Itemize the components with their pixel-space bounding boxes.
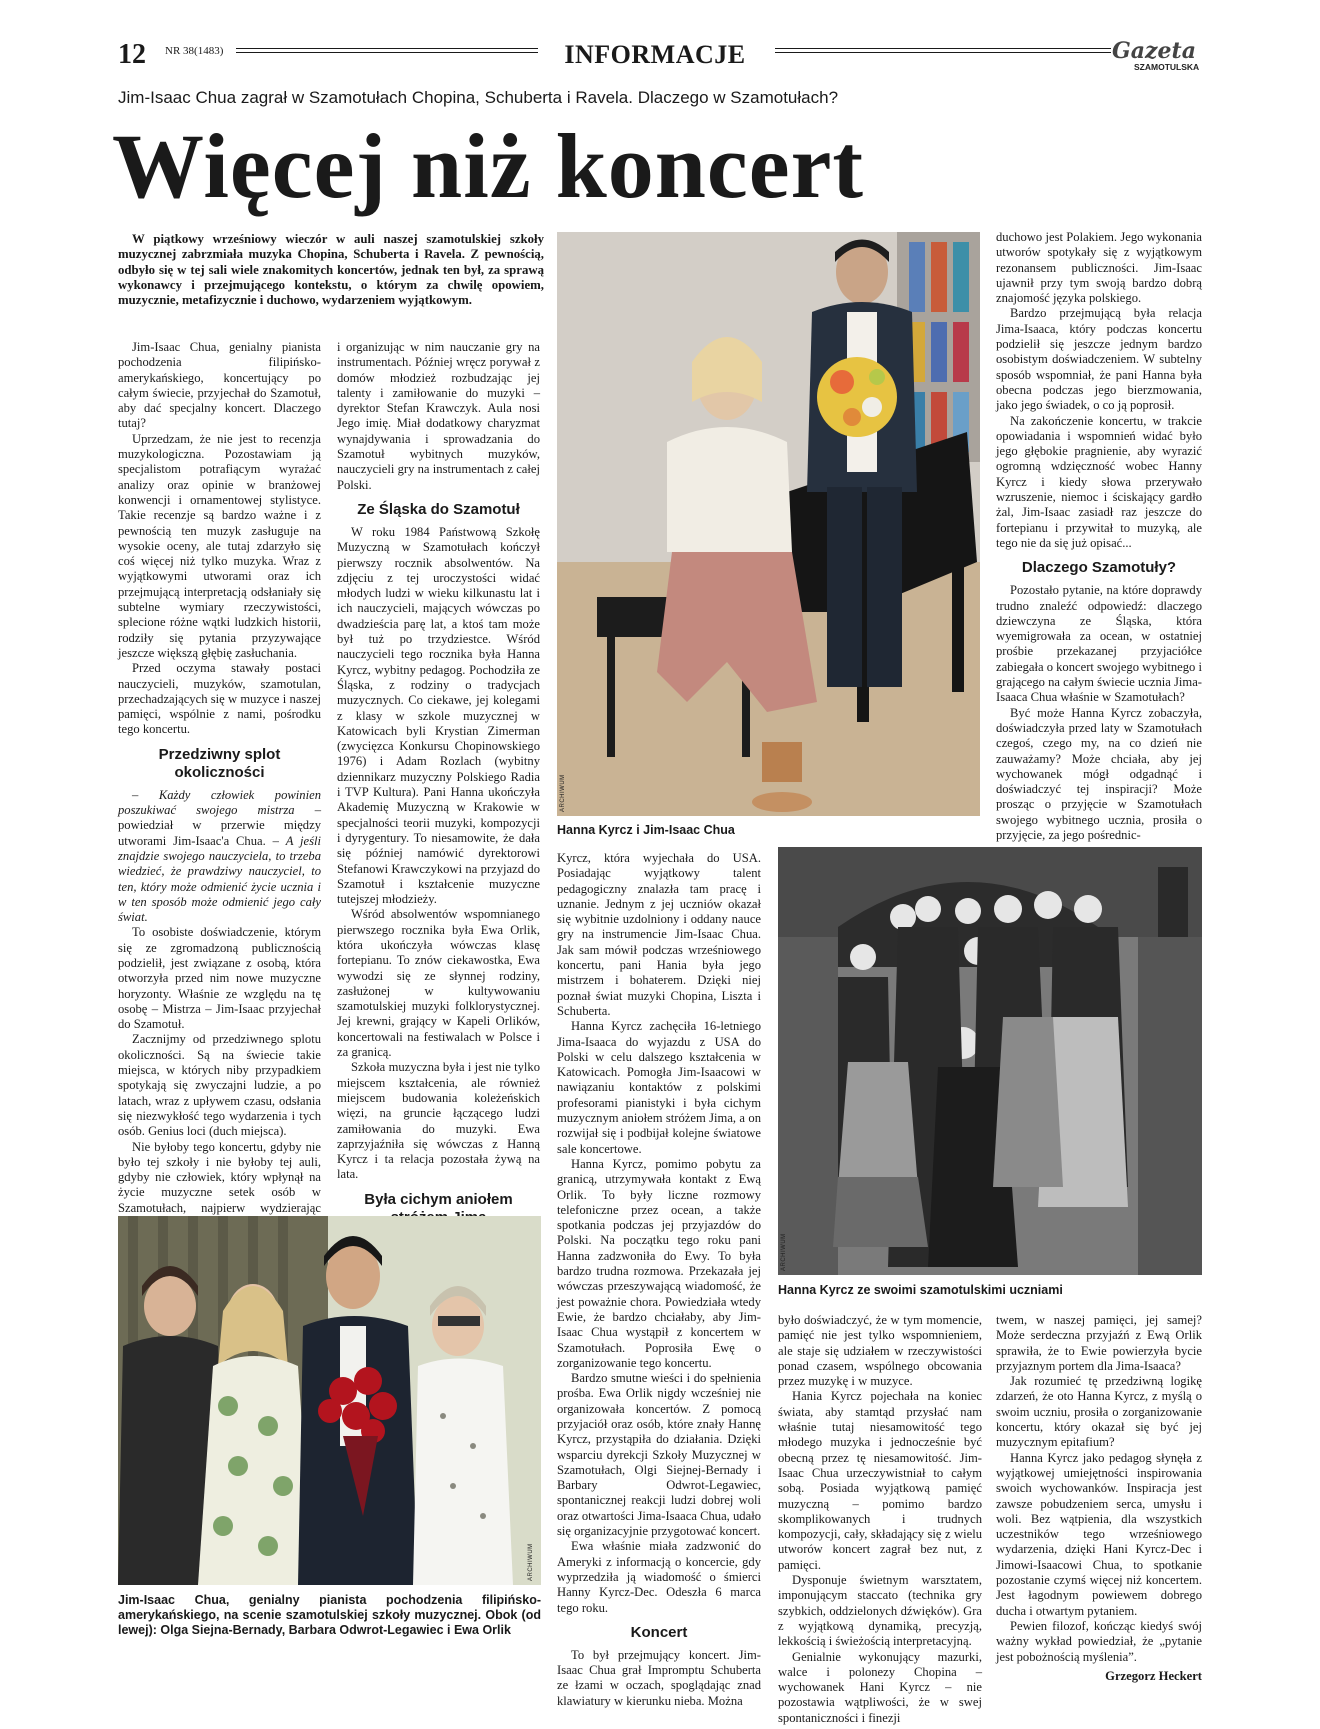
header-rule-right xyxy=(775,48,1111,49)
photo-stage-drawing xyxy=(118,1216,541,1585)
photo-class-caption: Hanna Kyrcz ze swoimi szamotulskimi uczniami xyxy=(778,1283,1063,1297)
column-3 xyxy=(557,851,761,1709)
paragraph: Dysponuje świetnym warsztatem, imponującym staccato (technika gry szybkich, oddzielonych dźwięków). Gra z wyjątkową dynamiką, precyzją, lekkością i świeżością interpretacyjną. xyxy=(778,1573,982,1649)
paragraph: Genialnie wykonujący mazurki, walce i polonezy Chopina – wychowanek Hani Kyrcz – nie pozostawia wątpliwości, że w swej spontaniczności i finezji xyxy=(778,1649,982,1725)
paragraph: Pozostało pytanie, na które doprawdy trudno znaleźć odpowiedź: dlaczego dziewczyna ze Śląska, która wyemigrowała za ocean, w ostatniej prośbie przekazanej przyjaciółce zabiegała o koncert swojego wybitnego i grającego na całym świecie ucznia Jima-Isaaca Chua właśnie w Szamotułach? xyxy=(996,583,1202,705)
paragraph: Hanna Kyrcz, pomimo pobytu za granicą, utrzymywała kontakt z Ewą Orlik. To były liczne rozmowy telefoniczne przez ocean, a także spotkania podczas jej przyjazdów do Polski. Na początku tego roku pani Hanna zadzwoniła do Ewy. To była bardzo trudna rozmowa. Przekazała jej wówczas przeszywającą wiadomość, że jest poważnie chora. Powiedziała wtedy Ewie, że bardzo chciałaby, aby Jim-Isaac Chua wystąpił z koncertem w Szamotułach. Poprosiła Ewę o zorganizowanie tego koncertu. xyxy=(557,1156,761,1370)
column-5-bottom xyxy=(996,1313,1202,1684)
page-number: 12 xyxy=(118,39,146,70)
column-5-top xyxy=(996,230,1202,843)
photo-class-drawing xyxy=(778,847,1202,1275)
photo-stage xyxy=(118,1216,541,1585)
photo-hanna-jim-drawing xyxy=(557,232,980,816)
article-title: Więcej niż koncert xyxy=(112,115,865,217)
paragraph: Jak rozumieć tę przedziwną logikę zdarzeń, że oto Hanna Kyrcz, z myślą o swoim uczniu, prosiła o zorganizowanie koncertu, który okazał się być jej muzycznym epitafium? xyxy=(996,1374,1202,1450)
paragraph: Ewa właśnie miała zadzwonić do Ameryki z informacją o koncercie, gdy wyprzedziła ją wiadomość o śmierci Hanny Kyrcz-Dec. Odeszła 6 marca tego roku. xyxy=(557,1539,761,1615)
paragraph: Hanna Kyrcz zachęciła 16-letniego Jima-Isaaca do wyjazdu z USA do Polski w celu dalszego kształcenia w Katowicach. Pomogła Jim-Isaacowi w nawiązaniu kontaktów z polskimi profesorami pianistyki i była cichym muzycznym aniołem stróżem Jima, a on rozwijał się i podbijał kolejne światowe sale koncertowe. xyxy=(557,1019,761,1156)
paragraph: Hania Kyrcz pojechała na koniec świata, aby stamtąd przysłać nam właśnie tutaj niesamowitość tego młodego muzyka i jednocześnie być obecną przez tę niesamowitość. Jim-Isaac Chua urzeczywistniał to całym sobą. Posiada wyjątkową pamięć muzyczną – pomimo bardzo skomplikowanych i trudnych kompozycji, cały, składający się z wielu utworów koncert zagrał bez nut, z pamięci. xyxy=(778,1389,982,1572)
paragraph: twem, w naszej pamięci, jej samej? Może serdeczna przyjaźń z Ewą Orlik sprawiła, że to Ewie powierzyła bycie przyjaznym portem dla Jima-Isaaca? xyxy=(996,1313,1202,1373)
paragraph: Jim-Isaac Chua, genialny pianista pochodzenia filipińsko-amerykańskiego, koncertujący po całym świecie, przyjechał do Szamotuł, aby dać specjalny koncert. Dlaczego tutaj? xyxy=(118,340,321,431)
quote-paragraph xyxy=(118,788,321,926)
photo-stage-caption: Jim-Isaac Chua, genialny pianista pochodzenia filipińsko-amerykańskiego, na scenie szamotulskiej szkoły muzycznej. Obok (od lewej): Olga Siejna-Bernady, Barbara Odwrot-Legawiec i Ewa Orlik xyxy=(118,1593,541,1637)
paragraph: Zacznijmy od przedziwnego splotu okoliczności. Są na świecie takie miejsca, w których niby przypadkiem spotykają się zwyczajni ludzie, a po latach, wraz z upływem czasu, odsłania się niezwykłość tego wydarzenia i tych osób. Genius loci (duch miejsca). xyxy=(118,1032,321,1139)
quote-part-1: – Każdy człowiek powinien poszukiwać swojego mistrza xyxy=(118,787,321,818)
header-rule-left-2 xyxy=(236,52,538,53)
section-title: INFORMACJE xyxy=(564,40,746,69)
paragraph: Kyrcz, która wyjechała do USA. Posiadając wyjątkowy talent pedagogiczny znalazła tam pracę i uznanie. Jednym z jej uczniów okazał się wybitnie uzdolniony i oddany nauce gry na instrumencie Jim-Isaac Chua. Jak sam mówił podczas wrześniowego koncertu, pani Hania była jego mistrzem i bohaterem. Dzięki niej poznał świat muzyki Chopina, Liszta i Schuberta. xyxy=(557,851,761,1018)
paragraph: Bardzo smutne wieści i do spełnienia prośba. Ewa Orlik nigdy wcześniej nie organizowała koncertów. Z pomocą przyjaciół oraz osób, które znały Hannę Kyrcz, przystąpiła do działania. Dzięki wsparciu dyrekcji Szkoły Muzycznej w Szamotułach, Olgi Siejnej-Bernady i Barbary Odwrot-Legawiec, spontanicznej reakcji ludzi dobrej woli oraz otwartości Jima-Isaaca Chua, udało się organizacyjnie przygotować koncert. xyxy=(557,1371,761,1539)
column-4 xyxy=(778,1313,982,1726)
photo-class xyxy=(778,847,1202,1275)
paragraph: Hanna Kyrcz jako pedagog słynęła z wyjątkowej umiejętności inspirowania swoich wychowanków. Inspiracja jest zawsze pobudzeniem serca, umysłu i woli. Bez wątpienia, dla wszystkich uczestników tego wrześniowego wydarzenia, dzięki Hani Kyrcz-Dec i Jimowi-Isaacowi Chua, to spotkanie pozostanie czymś więcej niż koncertem. Jest łagodnym powiewem dobrego ducha i otwartym pytaniem. xyxy=(996,1450,1202,1618)
paragraph: Wśród absolwentów wspomnianego pierwszego rocznika była Ewa Orlik, która ukończyła wówczas klasę fortepianu. To znów ciekawostka, Ewa wywodzi się ze słynnej rodziny, zasłużonej w kultywowaniu szamotulskiej muzyki folklorystycznej. Jej krewni, grający w Kapeli Orlików, koncertowali na festiwalach w Polsce i za granicą. xyxy=(337,907,540,1060)
quote-part-2: – powiedział w przerwie między utworami Jim-Isaac'a Chua. – xyxy=(118,803,321,848)
subheading-dlaczego: Dlaczego Szamotuły? xyxy=(1021,559,1177,577)
column-2 xyxy=(337,340,540,1279)
paragraph: Być może Hanna Kyrcz zobaczyła, doświadczyła przed laty w Szamotułach czegoś, czego my, na co dzień nie zauważamy? Może chciała, aby jej wychowanek mógł odgadnąć i doświadczyć tej inspiracji? Może prosząc o przyjęcie w Szamotułach swojego wybitnego ucznia, prosiła o przyjęcie, za jego pośrednic- xyxy=(996,705,1202,842)
photo-hanna-jim-caption: Hanna Kyrcz i Jim-Isaac Chua xyxy=(557,823,735,837)
author-signature: Grzegorz Heckert xyxy=(1105,1668,1202,1683)
newspaper-logo xyxy=(1112,40,1206,74)
column-1 xyxy=(118,340,321,1247)
archive-label: ARCHIWUM xyxy=(560,774,566,812)
archive-label: ARCHIWUM xyxy=(781,1233,787,1271)
paragraph: Pewien filozof, kończąc kiedyś swój ważny wykład powiedział, że „pytanie jest pobożnością myślenia”. xyxy=(996,1618,1202,1664)
paragraph: Bardzo przejmującą była relacja Jima-Isaaca, który podczas koncertu podzielił się jeszcze jednym bardzo osobistym doświadczeniem. W subtelny sposób wspomniał, że pani Hanna była obecna podczas jego bierzmowania, jako jego świadek, o co ją poprosił. xyxy=(996,306,1202,413)
header-rule-right-2 xyxy=(775,52,1111,53)
subheading-aniol: Była cichym aniołem xyxy=(364,1190,513,1208)
paragraph: W roku 1984 Państwową Szkołę Muzyczną w Szamotułach kończył pierwszy rocznik absolwentów. Na zdjęciu z tej uroczystości widać młodych ludzi w wieku kilkunastu lat i ich nauczycieli, mających wówczas po dwadzieścia parę lat, a ktoś tam może był tuż po trzydziestce. Wśród nauczycieli tego rocznika była Hanna Kyrcz, wybitny pedagog. Pochodziła ze Śląska, z rodziny o tradycjach muzycznych. Co ciekawe, jej kolegami z klasy w szkole muzycznej w Katowicach byli Krystian Zimerman (zwycięzca Konkursu Chopinowskiego 1976) i Adam Rozlach (wybitny dziennikarz muzyczny Polskiego Radia i TVP Kultura). Pani Hanna ukończyła Akademię Muzyczną w Krakowie w specjalności teorii muzyki, kompozycji i dyrygentury. To niesamowite, że dała się później namówić dyrektorowi Stefanowi Krawczykowi na przyjazd do Szamotuł i kształcenie muzyczne tutejszej młodzieży. xyxy=(337,524,540,907)
paragraph: To osobiste doświadczenie, którym się ze zgromadzoną publicznością podzielił, jest związane z osobą, która otworzyła przed nim nowe muzyczne horyzonty. Właśnie ze względu na tę osobę – Mistrza – Jim-Isaac przyjechał do Szamotuł. xyxy=(118,925,321,1032)
article-kicker: Jim-Isaac Chua zagrał w Szamotułach Chopina, Schuberta i Ravela. Dlaczego w Szamotułach? xyxy=(118,88,839,107)
subheading-slask: Ze Śląska do Szamotuł xyxy=(357,500,520,518)
photo-hanna-jim xyxy=(557,232,980,816)
subheading-splot: Przedziwny splot okoliczności xyxy=(158,745,281,781)
paragraph: Nie byłoby tego koncertu, gdyby nie było tej szkoły i nie byłoby tej auli, gdyby nie człowiek, który wpłynął na życie muzyczne setek osób w Szamotułach, najpierw wydzierając xyxy=(118,1139,321,1215)
paragraph: Na zakończenie koncertu, w trakcie opowiadania i wspomnień widać było jego głębokie pragnienie, aby wyrazić ogromną wdzięczność wobec Hanny Kyrcz i kiedy słowa przerywało wzruszenie, niemoc i ściskający gardło żal, Jim-Isaac zasiadł raz jeszcze do fortepianu i przywitał to muzyką, ale tego nie da się już opisać... xyxy=(996,413,1202,550)
header-rule-left xyxy=(236,48,538,49)
paragraph: i organizując w nim nauczanie gry na instrumentach. Później wręcz porywał z domów młodzież rozbudzając jej talenty i zamiłowanie do muzyki – dyrektor Stefan Krawczyk. Aula nosi Jego imię. Miał dodatkowy charyzmat wynajdywania i sprowadzania do Szamotuł wybitnych muzyków, nauczycieli gry na instrumentach z całej Polski. xyxy=(337,340,540,492)
logo-main: Gazeta xyxy=(1112,38,1196,64)
article-lead: W piątkowy wrześniowy wieczór w auli naszej szamotulskiej szkoły muzycznej zabrzmiała muzyka Chopina, Schuberta i Ravela. Z pewnością, odbyło się w tej sali wiele znakomitych koncertów, jednak ten był, za sprawą wykonawcy i przejmującego kontekstu, o którym za chwilę opowiem, muzycznie, metafizycznie i duchowo, wydarzeniem wyjątkowym. xyxy=(118,232,544,308)
logo-sub: SZAMOTULSKA xyxy=(1134,62,1200,72)
paragraph: Uprzedzam, że nie jest to recenzja muzykologiczna. Pozostawiam ją specjalistom potrafiącym wyrażać analizy oraz opinie w branżowej konwencji i ornamentowej stylistyce. Takie recenzje są bardzo ważne i z pewnością ten muzyk zasługuje na wysokie oceny, ale tutaj zdarzyło się coś więcej niż tylko muzyka. Wraz z wyjątkowymi utworami oraz ich przejmującą interpretacją odsłaniały się subtelne wymiary rzeczywistości, splecione różne wątki ludzkich historii, rodziły się pytania przyzywające jeszcze większą głębię zasłuchania. xyxy=(118,431,321,660)
archive-label: ARCHIWUM xyxy=(528,1543,534,1581)
paragraph: Przed oczyma stawały postaci nauczycieli, muzyków, szamotulan, przechadzających się w muzyce i naszej pamięci, wspólnie z nami, pośrodku tego koncertu. xyxy=(118,661,321,737)
quote-part-3: A jeśli znajdzie swojego nauczyciela, to trzeba wiedzieć, że prawdziwy nauczyciel, to ten, który może odmienić życie ucznia i w ten sposób może odmienić jego cały świat. xyxy=(118,833,321,925)
paragraph: Szkoła muzyczna była i jest nie tylko miejscem kształcenia, ale również miejscem budowania koleżeńskich więzi, na gruncie łączącego ludzi zamiłowania do muzyki. Ewa zaprzyjaźniła się wówczas z Hanną Kyrcz i ta relacja pozostała żywą na lata. xyxy=(337,1060,540,1182)
paragraph: To był przejmujący koncert. Jim-Isaac Chua grał Impromptu Schuberta ze łzami w oczach, spoglądając znad klawiatury w kierunku nieba. Można xyxy=(557,1647,761,1708)
paragraph: było doświadczyć, że w tym momencie, pamięć nie jest tylko wspomnieniem, ale staje się udziałem w rzeczywistości ponad czasem, wspólnego obcowania przez muzykę i w muzyce. xyxy=(778,1313,982,1389)
paragraph: duchowo jest Polakiem. Jego wykonania utworów spotykały się z wyjątkowym rezonansem publiczności. Jim-Isaac ujawnił przy tym swoją bardzo dobrą znajomość języka polskiego. xyxy=(996,230,1202,306)
subheading-koncert: Koncert xyxy=(630,1623,688,1641)
issue-number: NR 38(1483) xyxy=(165,45,224,57)
